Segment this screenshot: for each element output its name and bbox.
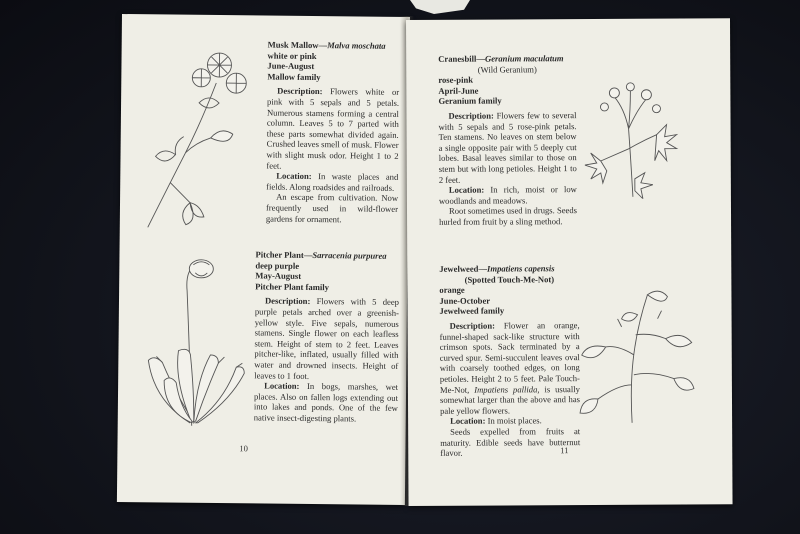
pitcher-plant-location: In bogs, marshes, wet places. Also on fallen logs extending out into lakes and ponds. One of the few native insect-digesting plants.	[253, 381, 399, 424]
pitcher-plant-family: Pitcher Plant family	[255, 281, 330, 292]
jewelweed-description-b: is usually somewhat larger than the above and has pale yellow flowers.	[439, 383, 581, 416]
jewelweed-description-latin: Impatiens pallida,	[474, 383, 540, 395]
musk-mallow-entry	[266, 40, 400, 225]
musk-mallow-location: In waste places and fields. Along roadsides and railroads.	[266, 171, 399, 193]
musk-mallow-color: white or pink	[267, 50, 317, 61]
cranesbill-description-label: Description:	[448, 110, 494, 121]
jewelweed-location-label: Location:	[450, 415, 486, 427]
pitcher-plant-color: deep purple	[255, 260, 300, 271]
cranesbill-latin: Geranium maculatum	[484, 53, 564, 64]
page-number-left: 10	[239, 443, 249, 454]
jewelweed-description-label: Description:	[449, 320, 495, 331]
pitcher-plant-illustration	[134, 250, 256, 436]
jewelweed-family: Jewelweed family	[439, 305, 505, 317]
musk-mallow-name: Musk Mallow—	[267, 39, 328, 51]
musk-mallow-description: Flowers white or pink with 5 sepals and 5 petals. Numerous stamens forming a central column. Leaves 5 to 7 parted with these parts somewhat divided again. Crushed leaves smell of musk. Flower with slight musk odor. Height 1 to 2 feet.	[266, 86, 400, 171]
jewelweed-color: orange	[439, 284, 465, 296]
jewelweed-latin: Impatiens capensis	[487, 263, 555, 274]
pitcher-plant-latin: Sarracenia purpurea	[312, 250, 387, 261]
musk-mallow-description-label: Description:	[277, 86, 323, 97]
jewelweed-name: Jewelweed—	[439, 263, 488, 274]
cranesbill-note: Root sometimes used in drugs. Seeds hurled from fruit by a sling method.	[439, 205, 578, 227]
right-page	[406, 18, 733, 506]
cranesbill-illustration	[584, 79, 685, 200]
pitcher-plant-season: May-August	[255, 270, 302, 282]
cranesbill-location-label: Location:	[448, 184, 485, 195]
cranesbill-name: Cranesbill—	[438, 53, 486, 64]
pitcher-plant-name: Pitcher Plant—	[255, 249, 313, 261]
jewelweed-location: In moist places.	[487, 415, 542, 426]
cranesbill-location: In rich, moist or low woodlands and meadows.	[438, 184, 577, 206]
musk-mallow-illustration	[140, 42, 252, 233]
pitcher-plant-entry	[254, 249, 400, 424]
pitcher-plant-description-label: Description:	[264, 295, 311, 307]
jewelweed-common: (Spotted Touch-Me-Not)	[464, 273, 555, 285]
left-page	[117, 14, 410, 505]
cranesbill-family: Geranium family	[438, 95, 502, 107]
musk-mallow-latin: Malva moschata	[327, 40, 386, 51]
musk-mallow-season: June-August	[267, 60, 315, 72]
cranesbill-description: Flowers few to several with 5 sepals and 5 rose-pink petals. Ten stamens. No leaves on stem below a single opposite pair with 5 deeply cut lobes. Basal leaves similar to those on stem but with long petioles. Height 1 to 2 feet.	[438, 110, 577, 185]
jewelweed-season: June-October	[439, 295, 491, 306]
musk-mallow-family: Mallow family	[267, 71, 321, 82]
page-number-right: 11	[560, 445, 569, 456]
jewelweed-description-a: Flower an orange, funnel-shaped sack-like structure with crimson spots. Sack terminated by a curved spur. Semi-succulent leaves oval with coarsely toothed edges, on long petioles. Height 2 to 5 feet. Pale Touch-Me-Not,	[439, 320, 580, 395]
jewelweed-entry	[439, 263, 580, 458]
pitcher-plant-description: Flowers with 5 deep purple petals arched over a greenish-yellow style. Five sepals, numerous stamens. Single flower on each leafless stem. Height of stem to 2 feet. Leaves pitcher-like, inflated, usually filled with water and drowned insects. Height of leaves to 1 foot.	[254, 296, 400, 381]
cranesbill-season: April-June	[438, 85, 479, 96]
cranesbill-entry	[438, 53, 577, 227]
cranesbill-common: (Wild Geranium)	[477, 63, 537, 75]
musk-mallow-note: An escape from cultivation. Now frequently used in wild-flower gardens for ornament.	[265, 191, 399, 224]
jewelweed-illustration	[577, 274, 698, 425]
pitcher-plant-location-label: Location:	[264, 380, 300, 392]
cranesbill-color: rose-pink	[438, 74, 474, 86]
jewelweed-note: Seeds expelled from fruits at maturity. Edible seeds have butternut flavor.	[440, 426, 581, 458]
musk-mallow-location-label: Location:	[276, 170, 312, 182]
